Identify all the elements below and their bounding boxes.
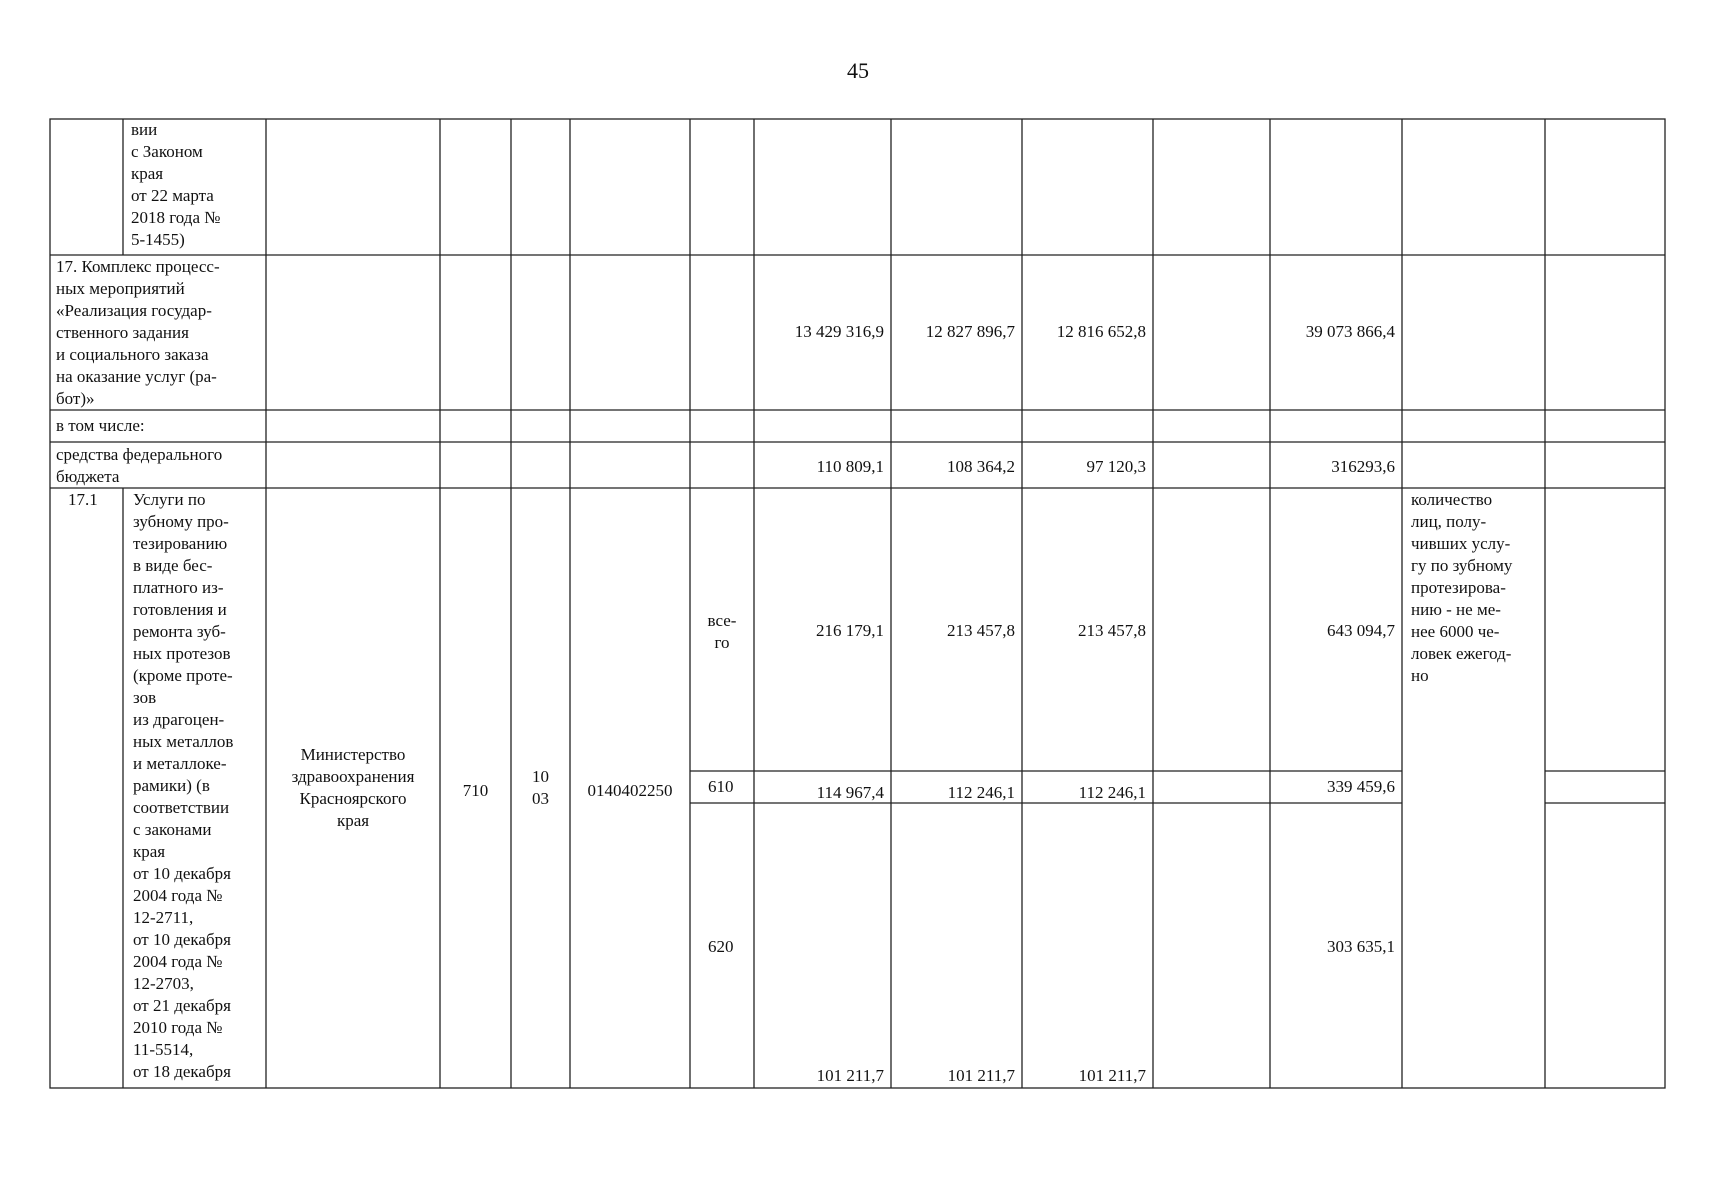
complex-17-year3-value: 12 816 652,8	[1056, 322, 1146, 341]
item-17-1-number: 17.1	[68, 490, 98, 509]
complex-17-year2-value: 12 827 896,7	[925, 322, 1015, 341]
grbs-code: 710	[462, 781, 489, 800]
federal-budget-label: средства федерального бюджета	[56, 445, 223, 486]
federal-year3-value: 97 120,3	[1086, 457, 1146, 476]
page-number: 45	[847, 58, 869, 83]
vr610-total-value: 339 459,6	[1327, 777, 1395, 796]
item-17-1-name: Услуги по зубному про- тезированию в виде бес- платного из- готовления и ремонта зуб- ных протезов (кроме проте- зов из драгоцен- ных металлов и металлоке- рамики) (в соответствии с законами края от 10 декабря 2004 года № 12-2711, от 10 декабря 2004 года № 12-2703, от 21 декабря 2010 года № 11-5514, от 18 декабря	[133, 490, 234, 1081]
total-year2-value: 213 457,8	[947, 621, 1015, 640]
target-article-code: 0140402250	[587, 781, 673, 800]
expense-type-610: 610	[708, 777, 734, 796]
vr610-year3-value: 112 246,1	[1078, 783, 1146, 802]
expense-type-total: все- го	[707, 611, 737, 652]
vr620-total-value: 303 635,1	[1327, 937, 1395, 956]
complex-17-year1-value: 13 429 316,9	[794, 322, 884, 341]
vr610-year1-value: 114 967,4	[816, 783, 884, 802]
executor-name: Министерство здравоохранения Красноярского края	[291, 745, 415, 830]
expected-result-text: количество лиц, полу- чивших услу- гу по зубному протезирова- нию - не ме- нее 6000 че- ловек ежегод- но	[1411, 490, 1513, 685]
vr610-year2-value: 112 246,1	[947, 783, 1015, 802]
section-subsection-code: 10 03	[532, 767, 549, 808]
complex-17-title: 17. Комплекс процесс- ных мероприятий «Реализация государ- ственного задания и социального заказа на оказание услуг (ра- бот)»	[56, 257, 220, 408]
expense-type-620: 620	[708, 937, 734, 956]
including-label: в том числе:	[56, 416, 145, 435]
federal-total-value: 316293,6	[1331, 457, 1395, 476]
total-year3-value: 213 457,8	[1078, 621, 1146, 640]
complex-17-total-value: 39 073 866,4	[1305, 322, 1395, 341]
federal-year1-value: 110 809,1	[816, 457, 884, 476]
continued-item-name: вии с Законом края от 22 марта 2018 года № 5-1455)	[131, 120, 221, 249]
total-period-value: 643 094,7	[1327, 621, 1395, 640]
federal-year2-value: 108 364,2	[947, 457, 1015, 476]
vr620-year3-value: 101 211,7	[1078, 1066, 1146, 1085]
total-year1-value: 216 179,1	[816, 621, 884, 640]
vr620-year2-value: 101 211,7	[947, 1066, 1015, 1085]
vr620-year1-value: 101 211,7	[816, 1066, 884, 1085]
